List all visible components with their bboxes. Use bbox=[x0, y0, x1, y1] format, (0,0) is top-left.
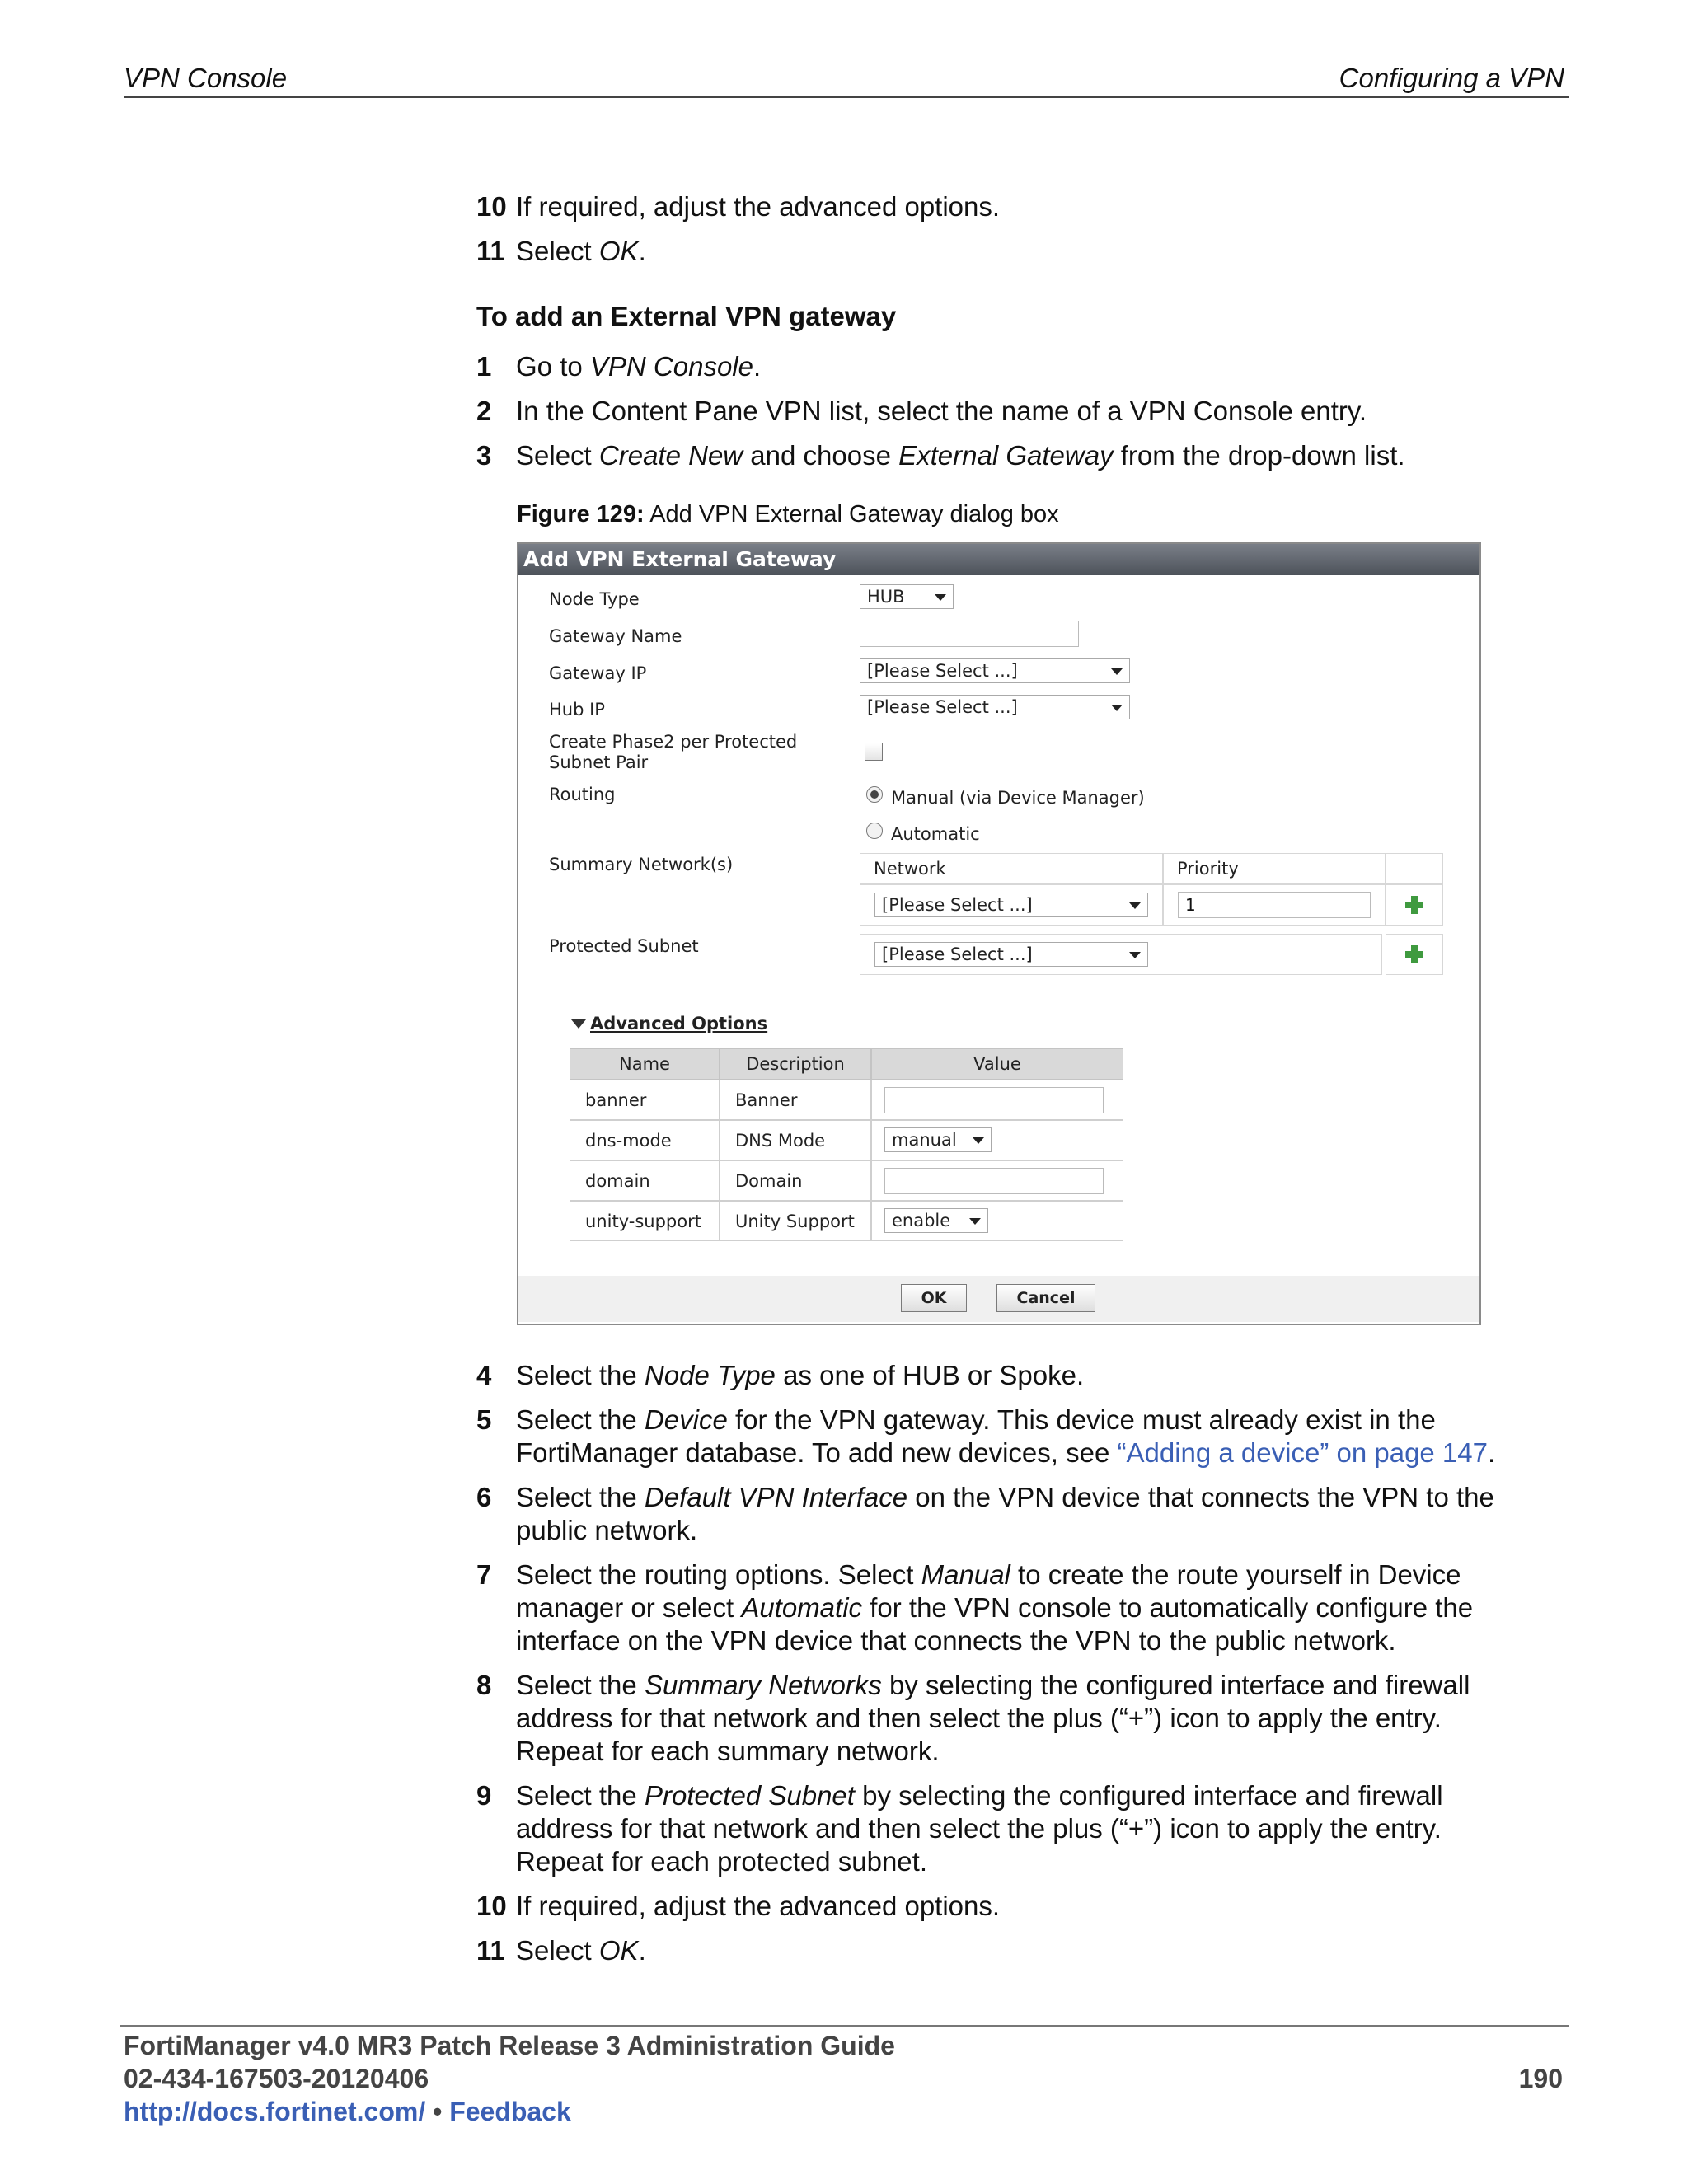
add-vpn-external-gateway-dialog bbox=[517, 542, 1481, 1325]
chevron-down-icon bbox=[1111, 668, 1123, 675]
summary-priority-input[interactable]: 1 bbox=[1178, 892, 1371, 918]
summary-network-header: Network bbox=[860, 853, 1163, 884]
footer-rule bbox=[120, 2025, 1569, 2027]
summary-add-plus-icon[interactable] bbox=[1405, 896, 1423, 914]
table-row-name: unity-support bbox=[570, 1201, 720, 1241]
advanced-header-name: Name bbox=[570, 1048, 720, 1080]
banner-input[interactable] bbox=[884, 1087, 1104, 1113]
chevron-down-icon bbox=[969, 1218, 981, 1225]
dns-mode-select[interactable]: manual bbox=[884, 1127, 992, 1152]
footer-links: http://docs.fortinet.com/ • Feedback bbox=[124, 2097, 571, 2126]
chevron-down-icon bbox=[1129, 952, 1141, 958]
protected-subnet-label: Protected Subnet bbox=[549, 936, 699, 956]
protected-add-plus-icon[interactable] bbox=[1405, 945, 1423, 963]
protected-subnet-select[interactable]: [Please Select ...] bbox=[874, 942, 1148, 967]
table-row-name: domain bbox=[570, 1160, 720, 1201]
table-row-name: banner bbox=[570, 1080, 720, 1120]
gateway-name-input[interactable] bbox=[860, 621, 1079, 647]
chevron-down-icon bbox=[1111, 705, 1123, 711]
node-type-label: Node Type bbox=[549, 589, 640, 609]
phase2-checkbox[interactable] bbox=[865, 743, 883, 761]
routing-automatic-label: Automatic bbox=[891, 824, 980, 844]
step-number: 10 bbox=[476, 191, 507, 222]
step-text: Select OK. bbox=[516, 236, 646, 266]
table-row-description: DNS Mode bbox=[720, 1120, 871, 1160]
header-left: VPN Console bbox=[124, 63, 288, 93]
summary-network-select[interactable]: [Please Select ...] bbox=[874, 893, 1148, 917]
advanced-header-description: Description bbox=[720, 1048, 871, 1080]
ok-button[interactable]: OK bbox=[901, 1284, 967, 1312]
table-row-description: Domain bbox=[720, 1160, 871, 1201]
docs-url-link[interactable]: http://docs.fortinet.com/ bbox=[124, 2097, 426, 2126]
summary-action-header bbox=[1386, 853, 1443, 884]
header-rule bbox=[124, 96, 1569, 98]
chevron-down-icon bbox=[973, 1137, 984, 1144]
chevron-down-icon bbox=[935, 594, 946, 601]
gateway-name-label: Gateway Name bbox=[549, 626, 682, 646]
domain-input[interactable] bbox=[884, 1168, 1104, 1194]
routing-manual-radio[interactable] bbox=[866, 786, 883, 803]
advanced-header-value: Value bbox=[871, 1048, 1123, 1080]
step-text: If required, adjust the advanced options. bbox=[516, 191, 1001, 222]
figure-caption: Figure 129: Add VPN External Gateway dialog box bbox=[517, 501, 1059, 527]
adding-device-link[interactable]: “Adding a device” on page 147 bbox=[1117, 1437, 1488, 1468]
routing-manual-label: Manual (via Device Manager) bbox=[891, 788, 1145, 808]
chevron-down-icon bbox=[1129, 902, 1141, 909]
expand-triangle-icon[interactable] bbox=[571, 1019, 586, 1029]
routing-label: Routing bbox=[549, 785, 616, 804]
node-type-select[interactable]: HUB bbox=[860, 584, 954, 609]
advanced-options-toggle[interactable]: Advanced Options bbox=[590, 1014, 768, 1033]
footer-guide-title: FortiManager v4.0 MR3 Patch Release 3 Administration Guide bbox=[124, 2031, 895, 2060]
page-number: 190 bbox=[1518, 2064, 1563, 2093]
dialog-title: Add VPN External Gateway bbox=[518, 544, 1479, 575]
feedback-link[interactable]: Feedback bbox=[449, 2097, 571, 2126]
header-right: Configuring a VPN bbox=[1339, 63, 1564, 93]
gateway-ip-select[interactable]: [Please Select ...] bbox=[860, 658, 1130, 683]
section-heading: To add an External VPN gateway bbox=[476, 301, 897, 331]
hub-ip-select[interactable]: [Please Select ...] bbox=[860, 695, 1130, 719]
step-number: 11 bbox=[476, 236, 505, 266]
summary-priority-header: Priority bbox=[1163, 853, 1386, 884]
cancel-button[interactable]: Cancel bbox=[996, 1284, 1095, 1312]
table-row-description: Banner bbox=[720, 1080, 871, 1120]
table-row-description: Unity Support bbox=[720, 1201, 871, 1241]
unity-support-select[interactable]: enable bbox=[884, 1208, 988, 1233]
phase2-label: Create Phase2 per Protected Subnet Pair bbox=[549, 732, 798, 772]
table-row-name: dns-mode bbox=[570, 1120, 720, 1160]
hub-ip-label: Hub IP bbox=[549, 700, 605, 719]
summary-networks-label: Summary Network(s) bbox=[549, 855, 734, 874]
routing-automatic-radio[interactable] bbox=[866, 823, 883, 839]
footer-doc-number: 02-434-167503-20120406 bbox=[124, 2064, 429, 2093]
gateway-ip-label: Gateway IP bbox=[549, 663, 647, 683]
